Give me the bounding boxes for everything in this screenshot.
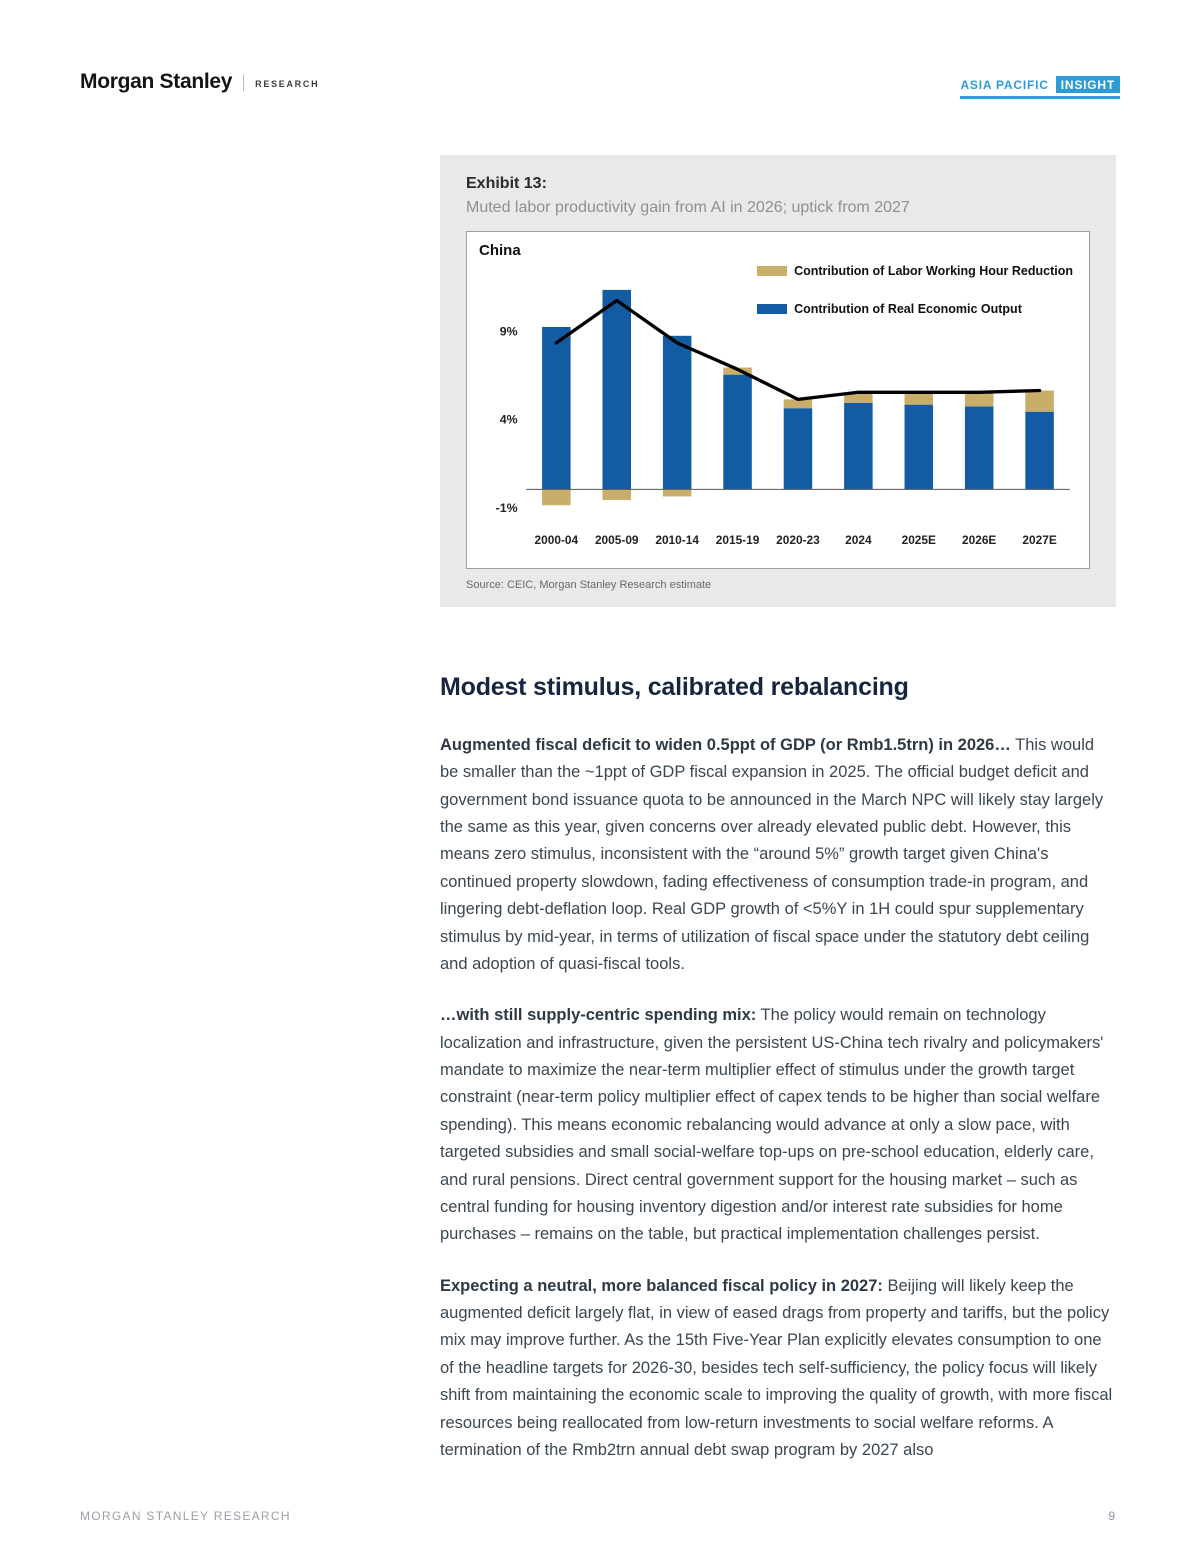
source-note: Source: CEIC, Morgan Stanley Research estimate (466, 578, 712, 591)
paragraph (440, 1002, 1116, 1248)
svg-text:2005-09: 2005-09 (594, 532, 639, 547)
svg-text:9%: 9% (499, 324, 518, 339)
section-heading: Modest stimulus, calibrated rebalancing (440, 672, 909, 701)
exhibit-subtitle: Muted labor productivity gain from AI in 2026; uptick from 2027 (466, 199, 910, 216)
legend-item-economic-output (757, 302, 1073, 316)
legend-swatch-tan (757, 266, 787, 276)
svg-text:2010-14: 2010-14 (655, 532, 699, 547)
paragraph-lead: Augmented fiscal deficit to widen 0.5ppt of GDP (or Rmb1.5trn) in 2026… (440, 735, 1011, 754)
paragraph-lead: Expecting a neutral, more balanced fiscal policy in 2027: (440, 1276, 883, 1295)
paragraph-lead: …with still supply-centric spending mix: (440, 1006, 757, 1025)
svg-text:2026E: 2026E (962, 532, 997, 547)
svg-text:2015-19: 2015-19 (715, 532, 760, 547)
legend-swatch-blue (757, 304, 787, 314)
legend-label: Contribution of Labor Working Hour Reduction (794, 264, 1073, 278)
svg-text:2025E: 2025E (901, 532, 936, 547)
svg-text:4%: 4% (499, 412, 518, 427)
content-column (440, 155, 1116, 1488)
svg-text:-1%: -1% (495, 500, 518, 515)
paragraph-body: The policy would remain on technology localization and infrastructure, given the persistent US-China tech rivalry and policymakers' mandate to maximize the near-term multiplier effect of stimulus under the growth target constraint (near-term policy multiplier effect of capex tends to be higher than social welfare spending). This means economic rebalancing would advance at only a slow pace, with targeted subsidies and small social-welfare top-ups on pre-school education, elderly care, and rural pensions. Direct central government support for the housing market – such as central funding for housing inventory digestion and/or interest rate subsidies for home purchases – remains on the table, but practical implementation challenges persist. (440, 1006, 1104, 1244)
brand-divider (243, 74, 244, 91)
brand-name: Morgan Stanley (80, 70, 233, 93)
research-label: RESEARCH (255, 78, 320, 89)
exhibit-label: Exhibit 13: (466, 175, 547, 192)
paragraph (440, 1273, 1116, 1465)
paragraph-body: This would be smaller than the ~1ppt of GDP fiscal expansion in 2025. The official budget deficit and government bond issuance quota to be announced in the March NPC will likely stay largely the same as this year, given concerns over already elevated public debt. However, this means zero stimulus, inconsistent with the “around 5%” growth target given China's continued property slowdown, fading effectiveness of consumption trade-in program, and lingering debt-deflation loop. Real GDP growth of <5%Y in 1H could spur supplementary stimulus by mid-year, in terms of utilization of fiscal space under the statutory debt ceiling and adoption of quasi-fiscal tools. (440, 735, 1104, 973)
footer-brand: MORGAN STANLEY RESEARCH (80, 1509, 291, 1523)
chart-legend (757, 264, 1073, 340)
legend-label: Contribution of Real Economic Output (794, 302, 1022, 316)
region-tag (960, 76, 1120, 99)
brand-logo (80, 70, 319, 94)
chart-panel (466, 231, 1090, 569)
region-tag-highlight: INSIGHT (1056, 76, 1120, 93)
region-tag-pre: ASIA PACIFIC (960, 77, 1049, 92)
legend-item-hour-reduction (757, 264, 1073, 278)
svg-text:2027E: 2027E (1022, 532, 1057, 547)
svg-text:2000-04: 2000-04 (534, 532, 579, 547)
svg-text:2024: 2024 (845, 532, 872, 547)
page-number: 9 (1108, 1509, 1115, 1523)
chart-title: China (479, 242, 521, 259)
paragraph-body: Beijing will likely keep the augmented deficit largely flat, in view of eased drags from property and tariffs, but the policy mix may improve further. As the 15th Five-Year Plan explicitly elevates consumption to one of the headline targets for 2026-30, besides tech self-sufficiency, the policy focus will likely shift from maintaining the economic scale to improving the quality of growth, with more fiscal resources being reallocated from low-return investments to social welfare reforms. A termination of the Rmb2trn annual debt swap program by 2027 also (440, 1276, 1113, 1459)
svg-text:2020-23: 2020-23 (776, 532, 820, 547)
paragraph (440, 732, 1116, 978)
exhibit-box (440, 155, 1116, 607)
